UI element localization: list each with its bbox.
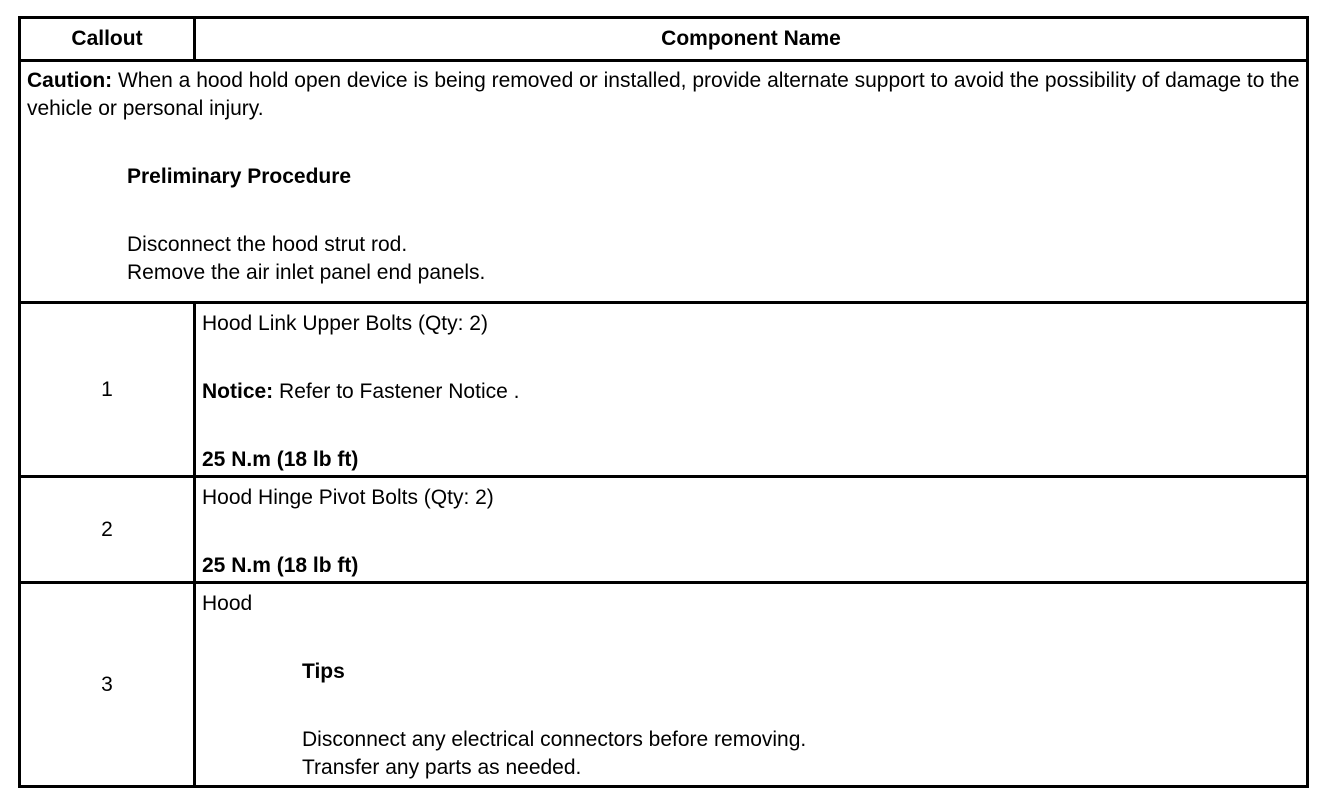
torque-spec: 25 N.m (18 lb ft) <box>202 448 359 471</box>
component-cell <box>195 583 1308 787</box>
tip-item: Disconnect any electrical connectors before removing. <box>302 728 807 751</box>
notice-text: Refer to Fastener Notice . <box>273 380 520 403</box>
preliminary-procedure-title: Preliminary Procedure <box>127 165 352 188</box>
procedure-page <box>18 16 1306 788</box>
intro-cell <box>20 61 1308 303</box>
table-header-row <box>20 18 1308 61</box>
component-name: Hood Link Upper Bolts (Qty: 2) <box>202 312 488 335</box>
table-row <box>20 477 1308 583</box>
callout-number: 1 <box>20 303 195 477</box>
preliminary-step: Remove the air inlet panel end panels. <box>127 261 486 284</box>
component-cell <box>195 303 1308 477</box>
preliminary-steps <box>27 231 1300 287</box>
component-name: Hood Hinge Pivot Bolts (Qty: 2) <box>202 486 494 509</box>
tips-title: Tips <box>302 660 345 683</box>
callout-column-header: Callout <box>20 18 195 61</box>
table-row <box>20 303 1308 477</box>
table-row <box>20 583 1308 787</box>
callout-number: 2 <box>20 477 195 583</box>
notice-paragraph <box>202 378 1300 406</box>
component-name: Hood <box>202 592 253 615</box>
intro-row <box>20 61 1308 303</box>
tip-item: Transfer any parts as needed. <box>302 756 582 779</box>
torque-spec: 25 N.m (18 lb ft) <box>202 554 359 577</box>
procedure-table <box>18 16 1309 788</box>
component-cell <box>195 477 1308 583</box>
caution-label: Caution: <box>27 69 113 92</box>
component-name-column-header: Component Name <box>195 18 1308 61</box>
caution-paragraph <box>27 67 1300 123</box>
preliminary-step: Disconnect the hood strut rod. <box>127 233 408 256</box>
tips-list <box>202 726 1300 782</box>
notice-label: Notice: <box>202 380 274 403</box>
callout-number: 3 <box>20 583 195 787</box>
caution-text: When a hood hold open device is being removed or installed, provide alternate support to avoid the possibility of damage to the vehicle or personal injury. <box>27 69 1300 120</box>
